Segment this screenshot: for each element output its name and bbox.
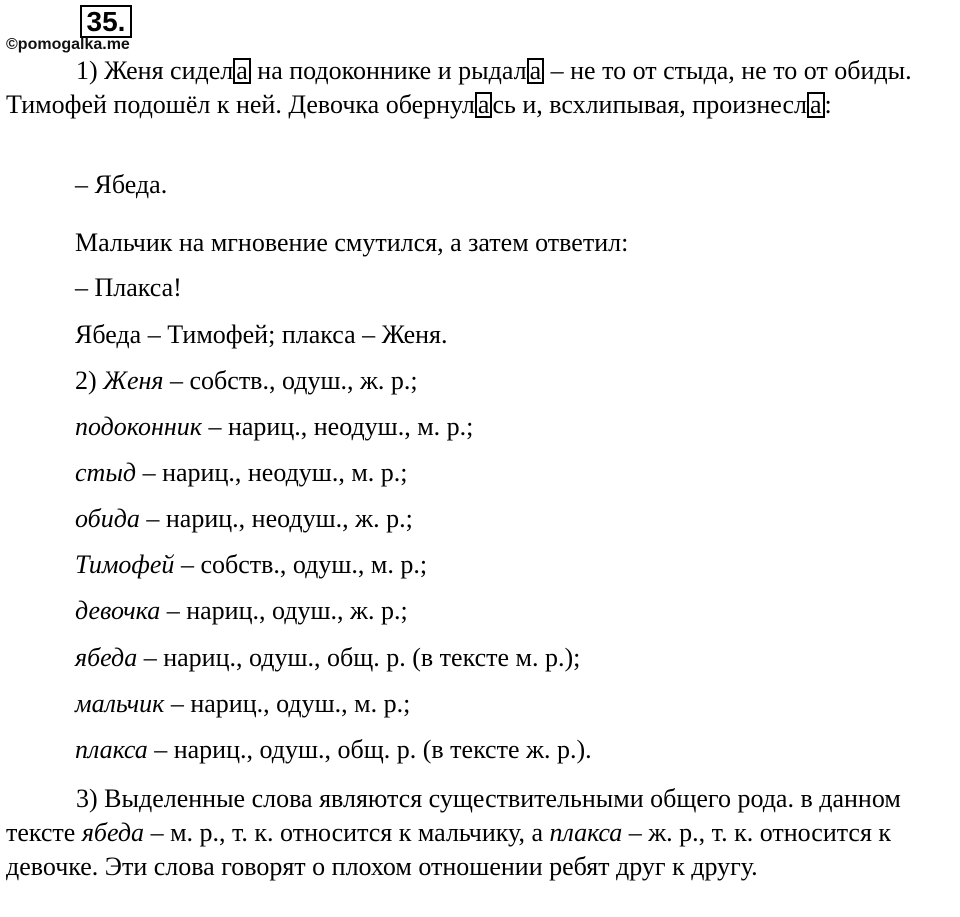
analysis-line: мальчик – нариц., одуш., м. р.; <box>75 689 411 718</box>
analysis-word: мальчик <box>75 689 165 718</box>
highlighted-word: плакса <box>549 818 623 847</box>
analysis-line: девочка – нариц., одуш., ж. р.; <box>75 596 408 625</box>
ending-box: а <box>527 58 545 84</box>
ending-box: а <box>233 58 251 84</box>
analysis-word: Женя <box>103 366 164 395</box>
dialogue-line-plaksa: – Плакса! <box>75 273 182 302</box>
analysis-word: подоконник <box>75 412 202 441</box>
dialogue-line-yabeda: – Ябеда. <box>75 170 168 199</box>
analysis-line: 2) Женя – собств., одуш., ж. р.; <box>75 366 418 395</box>
paragraph-1: 1) Женя сидел а на подоконнике и рыдал а – не то от стыда, не то от обиды. Тимофей подошёл к ней. Девочка обернул а сь и, всхлипывая, произнесл а : <box>6 56 912 119</box>
analysis-line: Тимофей – собств., одуш., м. р.; <box>75 550 428 579</box>
analysis-word: стыд <box>75 458 137 487</box>
analysis-line: подоконник – нариц., неодуш., м. р.; <box>75 412 474 441</box>
ending-box: а <box>475 92 493 118</box>
narration-line: Мальчик на мгновение смутился, а затем ответил: <box>75 228 629 257</box>
paragraph-3: 3) Выделенные слова являются существительными общего рода. в данном тексте ябеда – м. р., т. к. относится к мальчику, а плакса – ж. р., т. к. относится к девочке. Эти слова говорят о плохом отношении ребят друг к другу. <box>6 784 901 881</box>
task-number: 35. <box>80 5 132 38</box>
highlighted-word: ябеда <box>81 818 145 847</box>
analysis-line: обида – нариц., неодуш., ж. р.; <box>75 504 413 533</box>
watermark: ©pomogalka.me <box>6 36 130 53</box>
analysis-word: девочка <box>75 596 161 625</box>
analysis-word: плакса <box>75 735 148 764</box>
summary-line: Ябеда – Тимофей; плакса – Женя. <box>75 320 448 349</box>
analysis-word: Тимофей <box>75 550 175 579</box>
analysis-word: ябеда <box>75 643 138 672</box>
ending-box: а <box>807 92 825 118</box>
analysis-line: плакса – нариц., одуш., общ. р. (в тексте ж. р.). <box>75 735 592 764</box>
analysis-word: обида <box>75 504 140 533</box>
analysis-line: ябеда – нариц., одуш., общ. р. (в тексте м. р.); <box>75 643 581 672</box>
analysis-line: стыд – нариц., неодуш., м. р.; <box>75 458 408 487</box>
